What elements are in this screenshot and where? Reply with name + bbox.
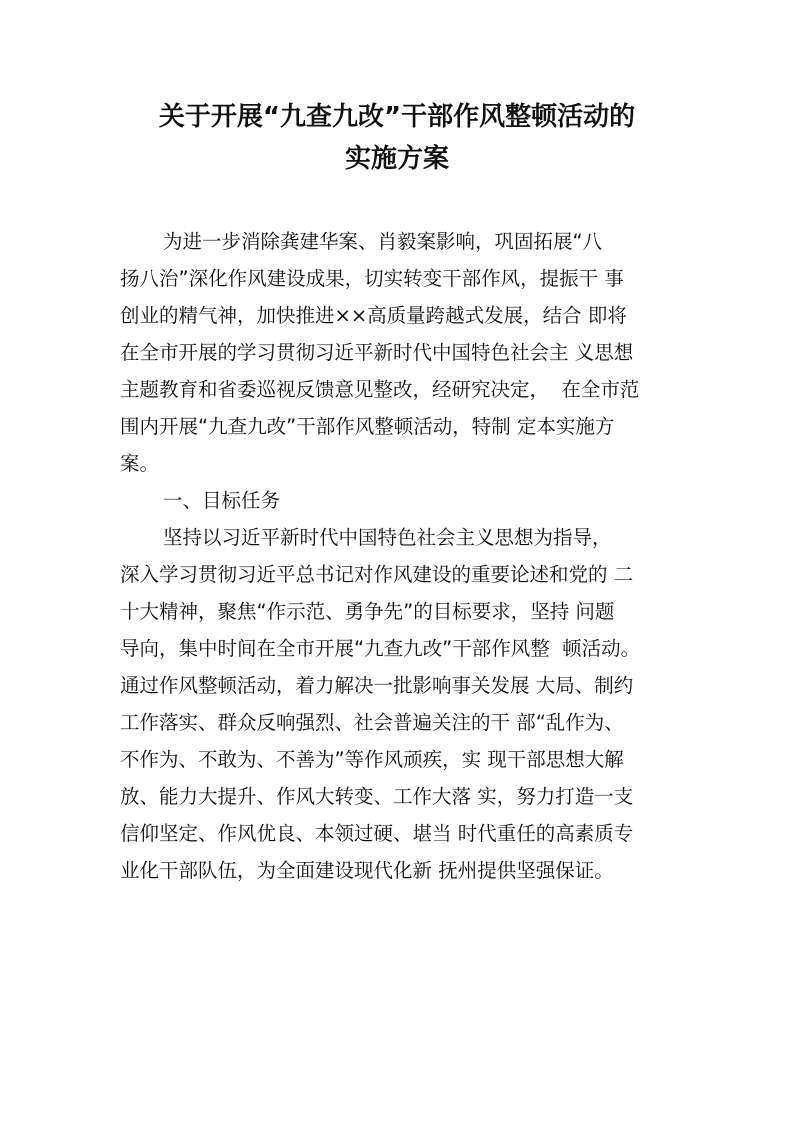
paragraph-2-line-6: 工作落实、群众反响强烈、社会普遍关注的干 部“乱作为、 (120, 711, 624, 734)
paragraph-1-line-3: 创业的精气神，加快推进××高质量跨越式发展，结合 即将 (120, 304, 627, 327)
paragraph-2-line-3: 十大精神，聚焦“作示范、勇争先”的目标要求，坚持 问题 (120, 600, 615, 623)
paragraph-2-line-10: 业化干部队伍，为全面建设现代化新 抚州提供坚强保证。 (120, 859, 614, 882)
paragraph-2-line-2: 深入学习贯彻习近平总书记对作风建设的重要论述和党的 二 (120, 563, 634, 586)
paragraph-2-line-1: 坚持以习近平新时代中国特色社会主义思想为指导， (163, 526, 612, 549)
paragraph-2-line-4: 导向，集中时间在全市开展“九查九改”干部作风整 顿活动。 (120, 637, 641, 660)
paragraph-2-line-5: 通过作风整顿活动，着力解决一批影响事关发展 大局、制约 (120, 674, 634, 697)
document-title-line-1: 关于开展“九查九改”干部作风整顿活动的 (158, 102, 636, 132)
paragraph-2-line-8: 放、能力大提升、作风大转变、工作大落 实，努力打造一支 (120, 785, 634, 808)
paragraph-1-line-7: 案。 (120, 452, 160, 475)
paragraph-1-line-6: 围内开展“九查九改”干部作风整顿活动，特制 定本实施方 (120, 415, 615, 438)
paragraph-1-line-4: 在全市开展的学习贯彻习近平新时代中国特色社会主 义思想 (120, 341, 634, 364)
paragraph-1-line-2: 扬八治”深化作风建设成果，切实转变干部作风，提振干 事 (120, 267, 624, 290)
document-title-line-2: 实施方案 (344, 144, 449, 174)
paragraph-1-line-5: 主题教育和省委巡视反馈意见整改，经研究决定， 在全市范 (120, 378, 640, 401)
paragraph-2-line-9: 信仰坚定、作风优良、本领过硬、堪当 时代重任的高素质专 (120, 822, 634, 845)
paragraph-1-line-1: 为进一步消除龚建华案、肖毅案影响，巩固拓展“八 (163, 230, 603, 253)
paragraph-2-line-7: 不作为、不敢为、不善为”等作风顽疾，实 现干部思想大解 (120, 748, 624, 771)
section-1-heading: 一、目标任务 (163, 489, 281, 512)
